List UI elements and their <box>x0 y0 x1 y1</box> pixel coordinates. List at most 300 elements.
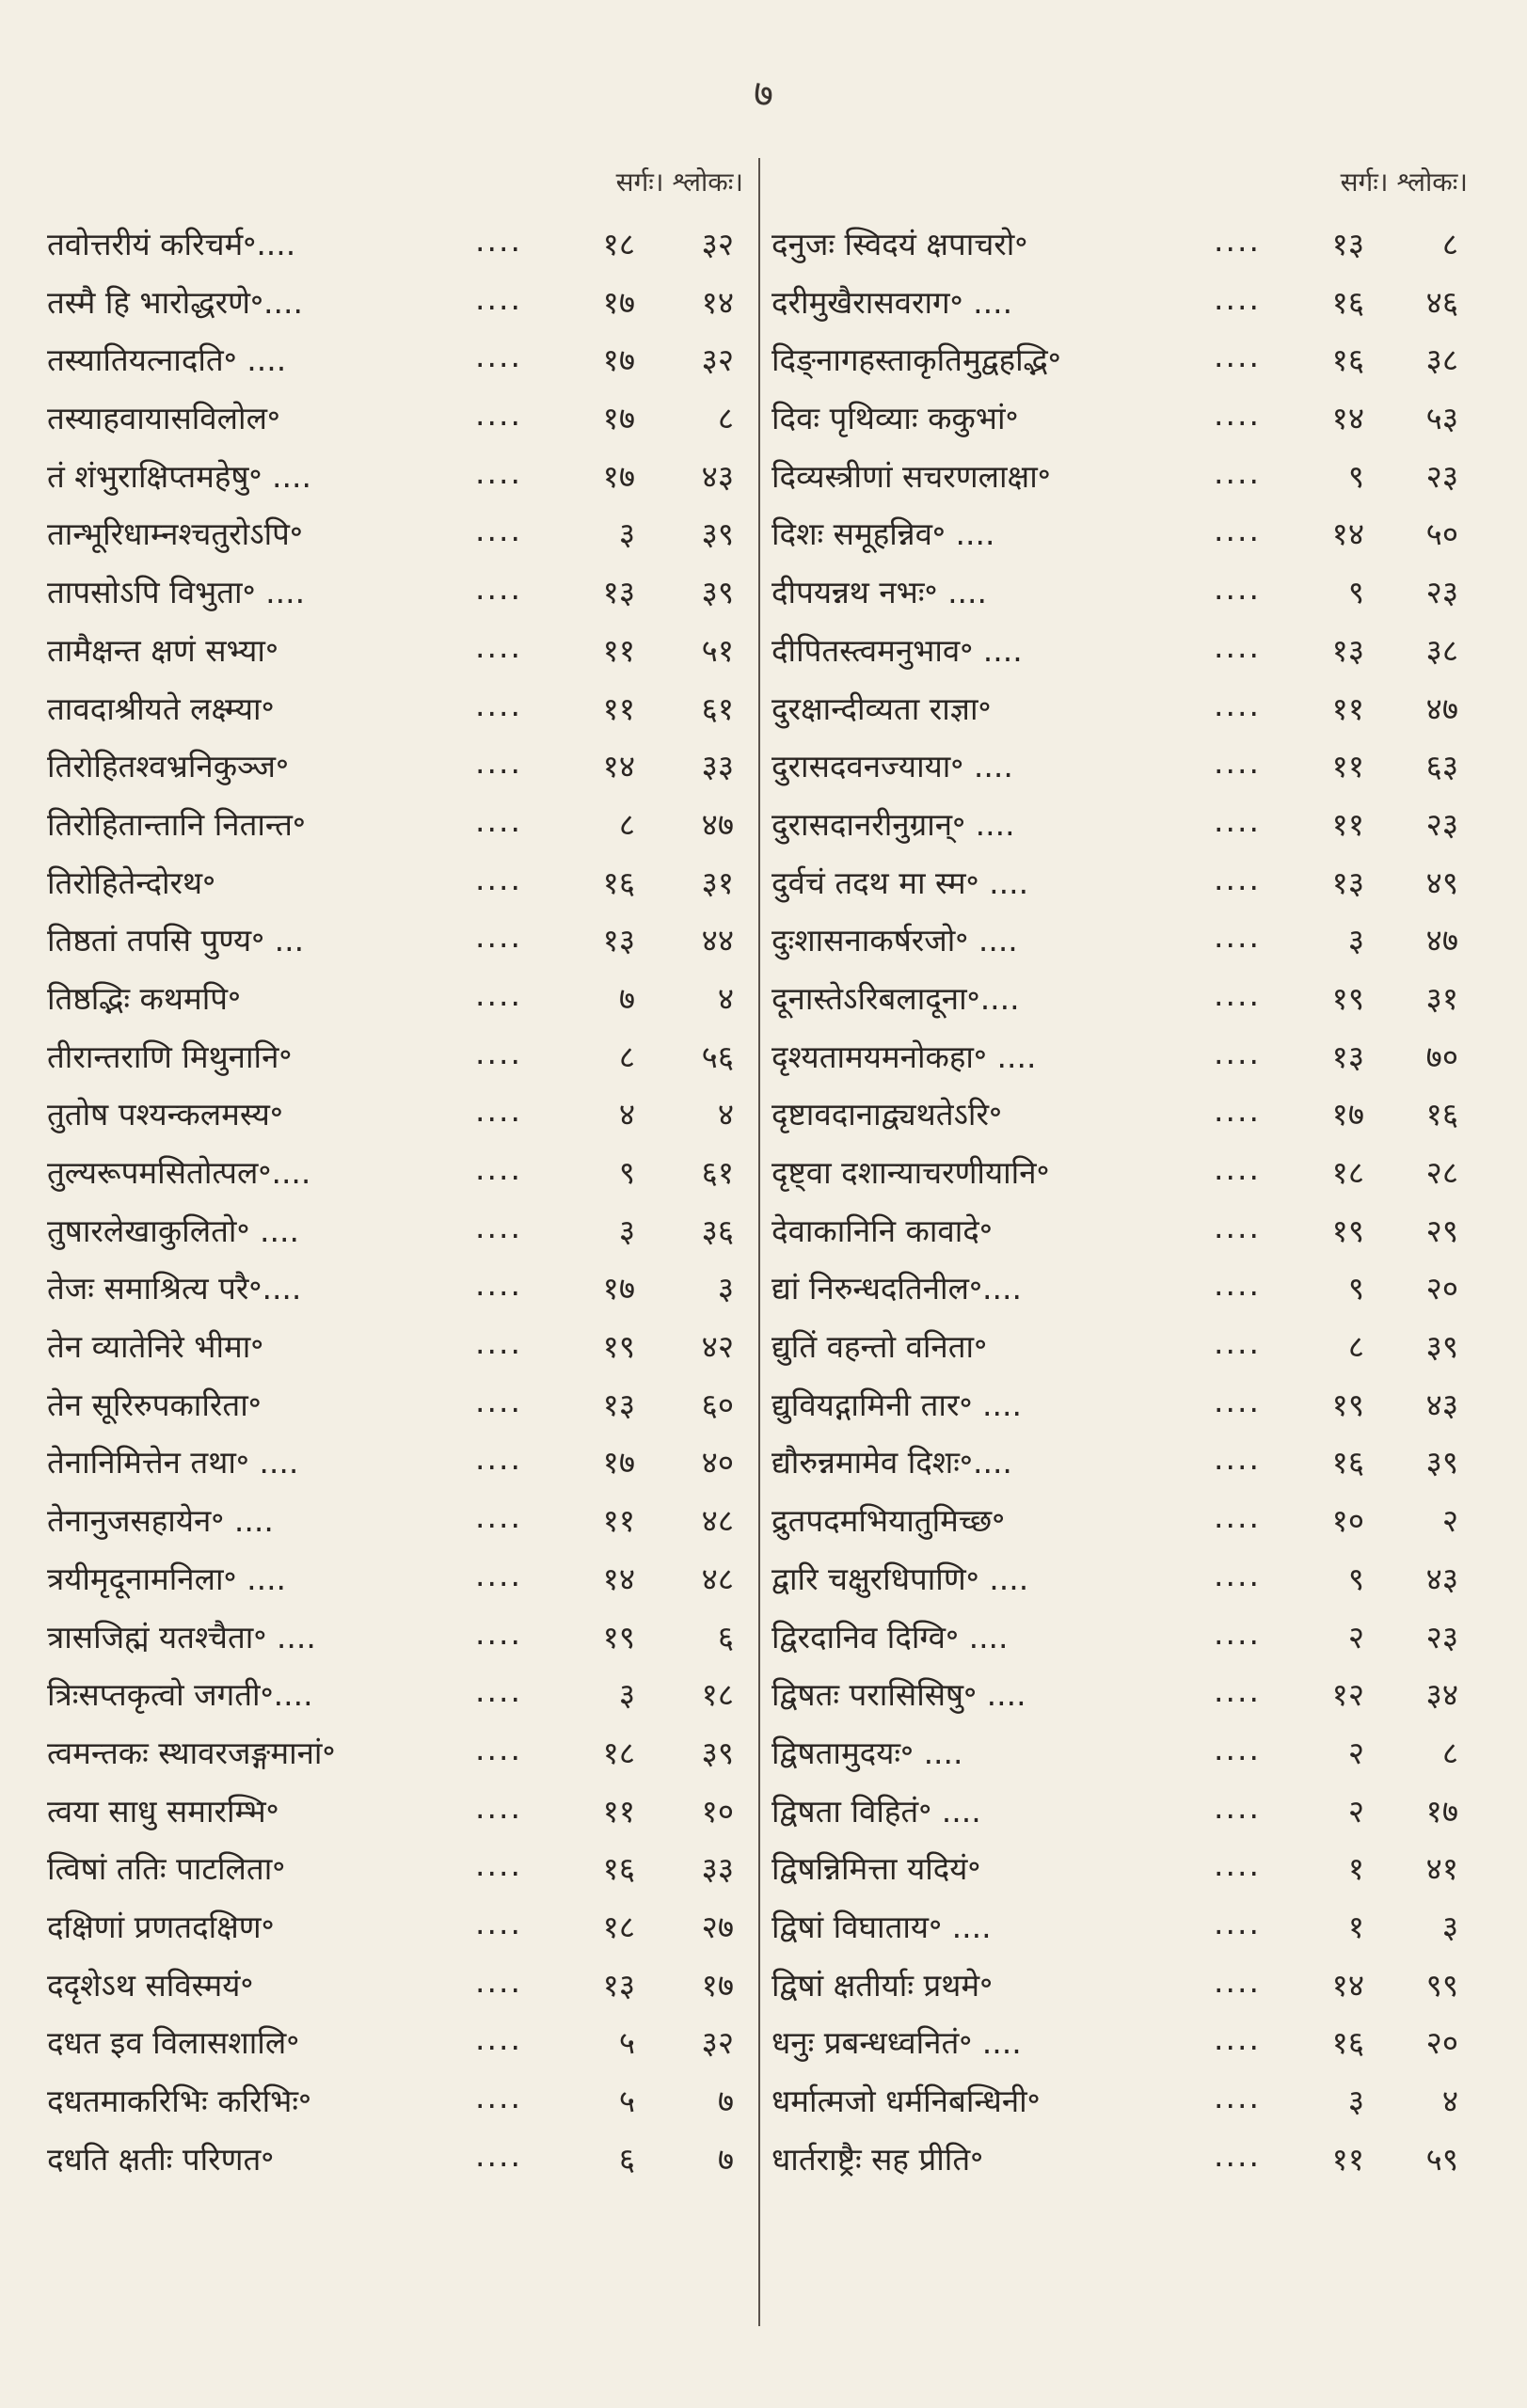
leader-dots: .... <box>475 1904 522 1941</box>
leader-dots: .... <box>475 512 522 549</box>
leader-dots: .... <box>1214 1846 1261 1884</box>
verse-number: ३९ <box>1425 1328 1458 1366</box>
entry-text: धनुः प्रबन्धध्वनितं॰ .... <box>771 2024 1022 2062</box>
entry-text: दिव्यस्त्रीणां सचरणलाक्षा॰ <box>771 457 1051 495</box>
canto-number: १७ <box>1331 1096 1364 1133</box>
verse-number: ४७ <box>701 805 734 843</box>
verse-number: ५१ <box>701 631 734 669</box>
index-entry <box>771 1255 1468 1313</box>
index-entry <box>771 1313 1468 1371</box>
index-entry <box>771 211 1468 269</box>
right-column <box>771 158 1468 2183</box>
index-entry <box>47 1023 743 1082</box>
verse-number: २३ <box>1425 574 1458 611</box>
leader-dots: .... <box>475 627 522 665</box>
verse-number: ३९ <box>701 1734 734 1771</box>
verse-number: २ <box>1441 1502 1458 1540</box>
canto-number: ११ <box>1331 689 1364 727</box>
entry-text: द्वारि चक्षुरधिपाणि॰ .... <box>771 1560 1029 1597</box>
index-entry <box>771 965 1468 1023</box>
canto-number: ११ <box>602 1502 635 1540</box>
leader-dots: .... <box>1214 801 1261 839</box>
leader-dots: .... <box>475 860 522 897</box>
verse-number: १७ <box>701 1966 734 2004</box>
leader-dots: .... <box>475 453 522 491</box>
entry-text: द्विषन्निमित्ता यदियं॰ <box>771 1850 981 1888</box>
canto-number: १७ <box>602 283 635 321</box>
verse-number: ८ <box>717 400 734 437</box>
canto-number: ८ <box>1347 1328 1364 1366</box>
canto-number: २ <box>1347 1792 1364 1830</box>
leader-dots: .... <box>475 1498 522 1536</box>
entry-text: दुरासदानरीनुग्रान्॰ .... <box>771 805 1015 843</box>
canto-number: ५ <box>618 2083 635 2119</box>
entry-text: दृष्टावदानाद्व्यथतेऽरि॰ <box>771 1096 1003 1133</box>
entry-text: तेनानुजसहायेन॰ .... <box>47 1502 274 1540</box>
index-entry <box>47 385 743 443</box>
left-column <box>47 158 743 2183</box>
verse-number: ३९ <box>701 574 734 611</box>
verse-number: ६० <box>701 1386 734 1423</box>
verse-number: १८ <box>701 1676 734 1714</box>
verse-number: ४९ <box>1425 863 1458 901</box>
canto-number: १६ <box>1331 2024 1364 2062</box>
leader-dots: .... <box>475 1672 522 1710</box>
entry-text: द्विषता विहितं॰ .... <box>771 1792 981 1830</box>
index-entry <box>771 733 1468 791</box>
leader-dots: .... <box>475 1788 522 1826</box>
leader-dots: .... <box>475 975 522 1013</box>
index-entry <box>771 269 1468 327</box>
leader-dots: .... <box>475 222 522 259</box>
verse-number: २३ <box>1425 1618 1458 1656</box>
index-entry <box>47 326 743 385</box>
index-entry <box>47 1719 743 1778</box>
index-entry <box>47 1952 743 2010</box>
leader-dots: .... <box>1214 1962 1261 2000</box>
entry-text: तस्याहवायासविलोल॰ <box>47 400 280 437</box>
leader-dots: .... <box>475 1614 522 1652</box>
entry-text: दरीमुखैरासवराग॰ .... <box>771 283 1013 321</box>
index-entry <box>47 1139 743 1197</box>
index-entry <box>771 1429 1468 1487</box>
entry-text: धार्तराष्ट्रैः सह प्रीति॰ <box>771 2140 984 2178</box>
entry-text: दनुजः स्विदयं क्षपाचरो॰ <box>771 226 1028 262</box>
index-entry <box>771 500 1468 559</box>
entry-text: द्रुतपदमभियातुमिच्छ॰ <box>771 1502 1006 1540</box>
leader-dots: .... <box>1214 570 1261 608</box>
index-entry <box>771 1952 1468 2010</box>
entry-text: तिरोहितेन्दोरथ॰ <box>47 863 216 901</box>
leader-dots: .... <box>475 1208 522 1245</box>
verse-number: २८ <box>1425 1154 1458 1191</box>
index-entry <box>771 617 1468 675</box>
canto-number: ३ <box>618 1212 635 1249</box>
index-entry <box>771 1081 1468 1139</box>
index-entry <box>47 1604 743 1662</box>
leader-dots: .... <box>1214 1150 1261 1187</box>
entry-text: दीपयन्नथ नभः॰ .... <box>771 574 988 611</box>
canto-number: ७ <box>618 979 635 1017</box>
entry-text: तेन सूरिरुपकारिता॰ <box>47 1386 262 1423</box>
leader-dots: .... <box>475 1556 522 1593</box>
leader-dots: .... <box>1214 338 1261 375</box>
canto-number: १९ <box>602 1328 635 1366</box>
verse-number: ६१ <box>701 1154 734 1191</box>
canto-number: १ <box>1347 1908 1364 1945</box>
entry-text: तान्भूरिधाम्नश्चतुरोऽपि॰ <box>47 515 303 553</box>
index-entry <box>47 849 743 908</box>
entry-text: द्विषां विघाताय॰ .... <box>771 1908 992 1945</box>
entry-text: त्वया साधु समारम्भि॰ <box>47 1792 279 1830</box>
canto-number: ११ <box>1331 805 1364 843</box>
verse-number: ४ <box>1441 2083 1458 2119</box>
verse-number: ४ <box>717 979 734 1017</box>
canto-number: ३ <box>1347 922 1364 959</box>
canto-number: ९ <box>1347 1560 1364 1597</box>
verse-number: ४३ <box>1425 1560 1458 1597</box>
index-entry <box>47 1429 743 1487</box>
leader-dots: .... <box>1214 222 1261 259</box>
entry-text: त्विषां ततिः पाटलिता॰ <box>47 1850 286 1888</box>
entry-text: तवोत्तरीयं करिचर्म॰.... <box>47 226 296 262</box>
verse-number: ४७ <box>1425 689 1458 727</box>
index-entry <box>771 675 1468 734</box>
index-entry <box>47 733 743 791</box>
leader-dots: .... <box>1214 453 1261 491</box>
verse-number: ३ <box>717 1270 734 1307</box>
verse-number: ३२ <box>701 226 734 262</box>
canto-number: १९ <box>1331 1212 1364 1249</box>
verse-number: २० <box>1425 2024 1458 2062</box>
verse-number: २३ <box>1425 457 1458 495</box>
leader-dots: .... <box>475 2136 522 2174</box>
verse-number: ३ <box>1441 1908 1458 1945</box>
canto-number: १४ <box>1331 515 1364 553</box>
entry-text: ददृशेऽथ सविस्मयं॰ <box>47 1966 254 2004</box>
entry-text: दुरक्षान्दीव्यता राज्ञा॰ <box>771 689 992 727</box>
leader-dots: .... <box>475 1324 522 1362</box>
index-entry <box>771 1487 1468 1545</box>
canto-number: १३ <box>1331 631 1364 669</box>
leader-dots: .... <box>1214 1324 1261 1362</box>
leader-dots: .... <box>1214 1208 1261 1245</box>
leader-dots: .... <box>475 1730 522 1767</box>
canto-number: ११ <box>602 631 635 669</box>
verse-number: ५९ <box>1425 2140 1458 2178</box>
leader-dots: .... <box>1214 1556 1261 1593</box>
index-entry <box>771 1604 1468 1662</box>
entry-text: दिङ्नागहस्ताकृतिमुद्वहद्भि॰ <box>771 341 1061 379</box>
canto-number: १४ <box>602 748 635 785</box>
canto-number: ६ <box>618 2140 635 2178</box>
canto-number: ९ <box>1347 457 1364 495</box>
entry-text: द्विषतामुदयः॰ .... <box>771 1734 963 1771</box>
verse-number: २७ <box>701 1908 734 1945</box>
verse-label: श्लोकः। <box>1396 166 1468 198</box>
leader-dots: .... <box>1214 1730 1261 1767</box>
verse-number: ७ <box>717 2140 734 2178</box>
entry-text: त्रिःसप्तकृत्वो जगती॰.... <box>47 1676 313 1714</box>
entry-text: तेनानिमित्तेन तथा॰ .... <box>47 1444 299 1481</box>
index-entry <box>47 1835 743 1893</box>
verse-number: ७० <box>1425 1038 1458 1075</box>
canto-number: ११ <box>1331 748 1364 785</box>
leader-dots: .... <box>475 1962 522 2000</box>
verse-number: ५३ <box>1425 400 1458 437</box>
leader-dots: .... <box>475 1034 522 1071</box>
index-entry <box>47 1893 743 1952</box>
entry-text: तुल्यरूपमसितोत्पल॰.... <box>47 1154 311 1191</box>
canto-number: ४ <box>618 1096 635 1133</box>
verse-number: ३१ <box>701 863 734 901</box>
index-entry <box>47 500 743 559</box>
index-entry <box>771 1719 1468 1778</box>
entry-text: दूनास्तेऽरिबलादूना॰.... <box>771 979 1020 1017</box>
entry-text: दृष्ट्वा दशान्याचरणीयानि॰ <box>771 1154 1050 1191</box>
canto-number: ९ <box>618 1154 635 1191</box>
leader-dots: .... <box>1214 1440 1261 1478</box>
canto-number: १८ <box>602 1908 635 1945</box>
leader-dots: .... <box>1214 2079 1261 2115</box>
verse-number: ३८ <box>1425 341 1458 379</box>
verse-number: १० <box>701 1792 734 1830</box>
leader-dots: .... <box>1214 1614 1261 1652</box>
verse-number: ४३ <box>1425 1386 1458 1423</box>
verse-number: ४ <box>717 1096 734 1133</box>
entry-text: दधति क्षतीः परिणत॰ <box>47 2140 275 2178</box>
index-entry <box>771 559 1468 617</box>
entry-text: दीपितस्त्वमनुभाव॰ .... <box>771 631 1023 669</box>
verse-number: १४ <box>701 283 734 321</box>
leader-dots: .... <box>1214 1034 1261 1071</box>
leader-dots: .... <box>475 570 522 608</box>
canto-label: सर्गः। <box>1340 166 1389 198</box>
canto-number: १३ <box>1331 863 1364 901</box>
entry-text: त्वमन्तकः स्थावरजङ्गमानां॰ <box>47 1734 336 1771</box>
canto-number: ८ <box>618 1038 635 1075</box>
verse-number: ३४ <box>1425 1676 1458 1714</box>
verse-number: ४८ <box>701 1502 734 1540</box>
canto-number: १३ <box>602 1966 635 2004</box>
verse-number: ८ <box>1441 1734 1458 1771</box>
canto-number: ३ <box>618 1676 635 1714</box>
canto-number: १९ <box>1331 1386 1364 1423</box>
verse-number: ३१ <box>1425 979 1458 1017</box>
index-entry <box>771 907 1468 965</box>
index-entry <box>47 965 743 1023</box>
column-divider <box>758 158 760 2326</box>
entry-text: तिरोहितान्तानि नितान्त॰ <box>47 805 306 843</box>
entry-text: दधत इव विलासशालि॰ <box>47 2024 300 2062</box>
leader-dots: .... <box>1214 627 1261 665</box>
entry-text: दुरासदवनज्याया॰ .... <box>771 748 1013 785</box>
entry-text: दुर्वचं तदथ मा स्म॰ .... <box>771 863 1029 901</box>
verse-number: २० <box>1425 1270 1458 1307</box>
index-entry <box>47 1313 743 1371</box>
leader-dots: .... <box>1214 1092 1261 1130</box>
canto-number: १४ <box>1331 1966 1364 2004</box>
verse-number: ८ <box>1441 226 1458 262</box>
canto-number: ८ <box>618 805 635 843</box>
canto-number: ३ <box>618 515 635 553</box>
verse-number: ३६ <box>701 1212 734 1249</box>
verse-label: श्लोकः। <box>672 166 743 198</box>
entry-text: द्यां निरुन्धदतिनील॰.... <box>771 1270 1022 1307</box>
index-entry <box>47 617 743 675</box>
canto-number: ९ <box>1347 1270 1364 1307</box>
index-entry <box>47 1371 743 1430</box>
canto-number: १८ <box>602 226 635 262</box>
index-entry <box>771 443 1468 501</box>
leader-dots: .... <box>1214 1904 1261 1941</box>
canto-label: सर्गः। <box>615 166 664 198</box>
canto-number: १७ <box>602 1444 635 1481</box>
entry-text: दिशः समूहन्निव॰ .... <box>771 515 995 553</box>
canto-number: २ <box>1347 1734 1364 1771</box>
entry-text: द्विरदानिव दिग्वि॰ .... <box>771 1618 1009 1656</box>
leader-dots: .... <box>475 1092 522 1130</box>
leader-dots: .... <box>1214 279 1261 317</box>
left-column-header <box>47 158 743 211</box>
verse-number: ४६ <box>1425 283 1458 321</box>
entry-text: तीरान्तराणि मिथुनानि॰ <box>47 1038 293 1075</box>
verse-number: ४१ <box>1425 1850 1458 1888</box>
entry-text: द्युतिं वहन्तो वनिता॰ <box>771 1328 988 1366</box>
entry-text: द्विषतः परासिसिषु॰ .... <box>771 1676 1026 1714</box>
entry-text: द्विषां क्षतीर्याः प्रथमे॰ <box>771 1966 994 2004</box>
verse-number: ६१ <box>701 689 734 727</box>
index-entry <box>771 385 1468 443</box>
entry-text: द्यौरुन्नमामेव दिशः॰.... <box>771 1444 1012 1481</box>
index-entry <box>47 1487 743 1545</box>
verse-number: ७ <box>717 2083 734 2119</box>
canto-number: १८ <box>602 1734 635 1771</box>
leader-dots: .... <box>1214 918 1261 956</box>
leader-dots: .... <box>475 1266 522 1304</box>
right-column-header <box>771 158 1468 211</box>
index-entry <box>47 2009 743 2067</box>
verse-number: ४२ <box>701 1328 734 1366</box>
index-entry <box>771 791 1468 849</box>
canto-number: २ <box>1347 1618 1364 1656</box>
index-entry <box>771 1197 1468 1256</box>
index-entry <box>47 443 743 501</box>
verse-number: ३३ <box>701 1850 734 1888</box>
leader-dots: .... <box>475 1440 522 1478</box>
verse-number: ५६ <box>701 1038 734 1075</box>
index-entry <box>47 269 743 327</box>
index-entry <box>771 1371 1468 1430</box>
canto-number: १३ <box>602 574 635 611</box>
entry-text: दुःशासनाकर्षरजो॰ .... <box>771 922 1018 959</box>
leader-dots: .... <box>1214 1788 1261 1826</box>
index-entry <box>47 559 743 617</box>
verse-number: ३९ <box>1425 1444 1458 1481</box>
leader-dots: .... <box>1214 1498 1261 1536</box>
canto-number: १७ <box>602 341 635 379</box>
index-entry <box>47 1255 743 1313</box>
canto-number: ९ <box>1347 574 1364 611</box>
leader-dots: .... <box>1214 1266 1261 1304</box>
verse-number: ३९ <box>701 515 734 553</box>
canto-number: ११ <box>602 1792 635 1830</box>
canto-number: १२ <box>1331 1676 1364 1714</box>
index-entry <box>771 849 1468 908</box>
verse-number: ९९ <box>1425 1966 1458 2004</box>
leader-dots: .... <box>475 2079 522 2115</box>
leader-dots: .... <box>1214 2020 1261 2058</box>
leader-dots: .... <box>475 686 522 723</box>
index-entry <box>771 1139 1468 1197</box>
canto-number: १६ <box>602 1850 635 1888</box>
leader-dots: .... <box>1214 1382 1261 1419</box>
index-entry <box>47 1778 743 1836</box>
entry-text: तिष्ठतां तपसि पुण्य॰ ... <box>47 922 305 959</box>
entry-text: धर्मात्मजो धर्मनिबन्धिनी॰ <box>771 2083 1041 2119</box>
leader-dots: .... <box>475 279 522 317</box>
entry-text: तस्मै हि भारोद्धरणे॰.... <box>47 283 303 321</box>
leader-dots: .... <box>1214 1672 1261 1710</box>
canto-number: ३ <box>1347 2083 1364 2119</box>
entry-text: तिरोहितश्वभ्रनिकुञ्ज॰ <box>47 748 290 785</box>
leader-dots: .... <box>1214 686 1261 723</box>
entry-text: तेन व्यातेनिरे भीमा॰ <box>47 1328 264 1366</box>
index-entry <box>771 1023 1468 1082</box>
leader-dots: .... <box>1214 860 1261 897</box>
canto-number: ५ <box>618 2024 635 2062</box>
page-number: ७ <box>754 72 773 116</box>
verse-number: ४३ <box>701 457 734 495</box>
canto-number: १८ <box>1331 1154 1364 1191</box>
verse-number: ४४ <box>701 922 734 959</box>
leader-dots: .... <box>1214 2136 1261 2174</box>
entry-text: त्रयीमृदूनामनिला॰ .... <box>47 1560 287 1597</box>
verse-number: ३८ <box>1425 631 1458 669</box>
verse-number: ४८ <box>701 1560 734 1597</box>
verse-number: १६ <box>1425 1096 1458 1133</box>
index-entry <box>47 2126 743 2184</box>
entry-text: तामैक्षन्त क्षणं सभ्या॰ <box>47 631 279 669</box>
canto-number: १६ <box>1331 283 1364 321</box>
canto-number: ११ <box>602 689 635 727</box>
verse-number: २३ <box>1425 805 1458 843</box>
leader-dots: .... <box>475 396 522 434</box>
verse-number: ३३ <box>701 748 734 785</box>
index-entry <box>771 326 1468 385</box>
verse-number: ५० <box>1425 515 1458 553</box>
index-entry <box>771 2126 1468 2184</box>
entry-text: त्रासजिह्मं यतश्चैता॰ .... <box>47 1618 316 1656</box>
canto-number: १७ <box>602 457 635 495</box>
canto-number: ११ <box>1331 2140 1364 2178</box>
index-entry <box>771 2009 1468 2067</box>
leader-dots: .... <box>475 1846 522 1884</box>
verse-number: १७ <box>1425 1792 1458 1830</box>
canto-number: १० <box>1331 1502 1364 1540</box>
index-entry <box>47 907 743 965</box>
entry-text: दिवः पृथिव्याः ककुभां॰ <box>771 400 1019 437</box>
index-entry <box>771 1893 1468 1952</box>
canto-number: १४ <box>602 1560 635 1597</box>
canto-number: १३ <box>602 922 635 959</box>
canto-number: १ <box>1347 1850 1364 1888</box>
verse-number: ४० <box>701 1444 734 1481</box>
canto-number: १६ <box>602 863 635 901</box>
index-entry <box>771 1545 1468 1604</box>
canto-number: १३ <box>602 1386 635 1423</box>
canto-number: १७ <box>602 1270 635 1307</box>
